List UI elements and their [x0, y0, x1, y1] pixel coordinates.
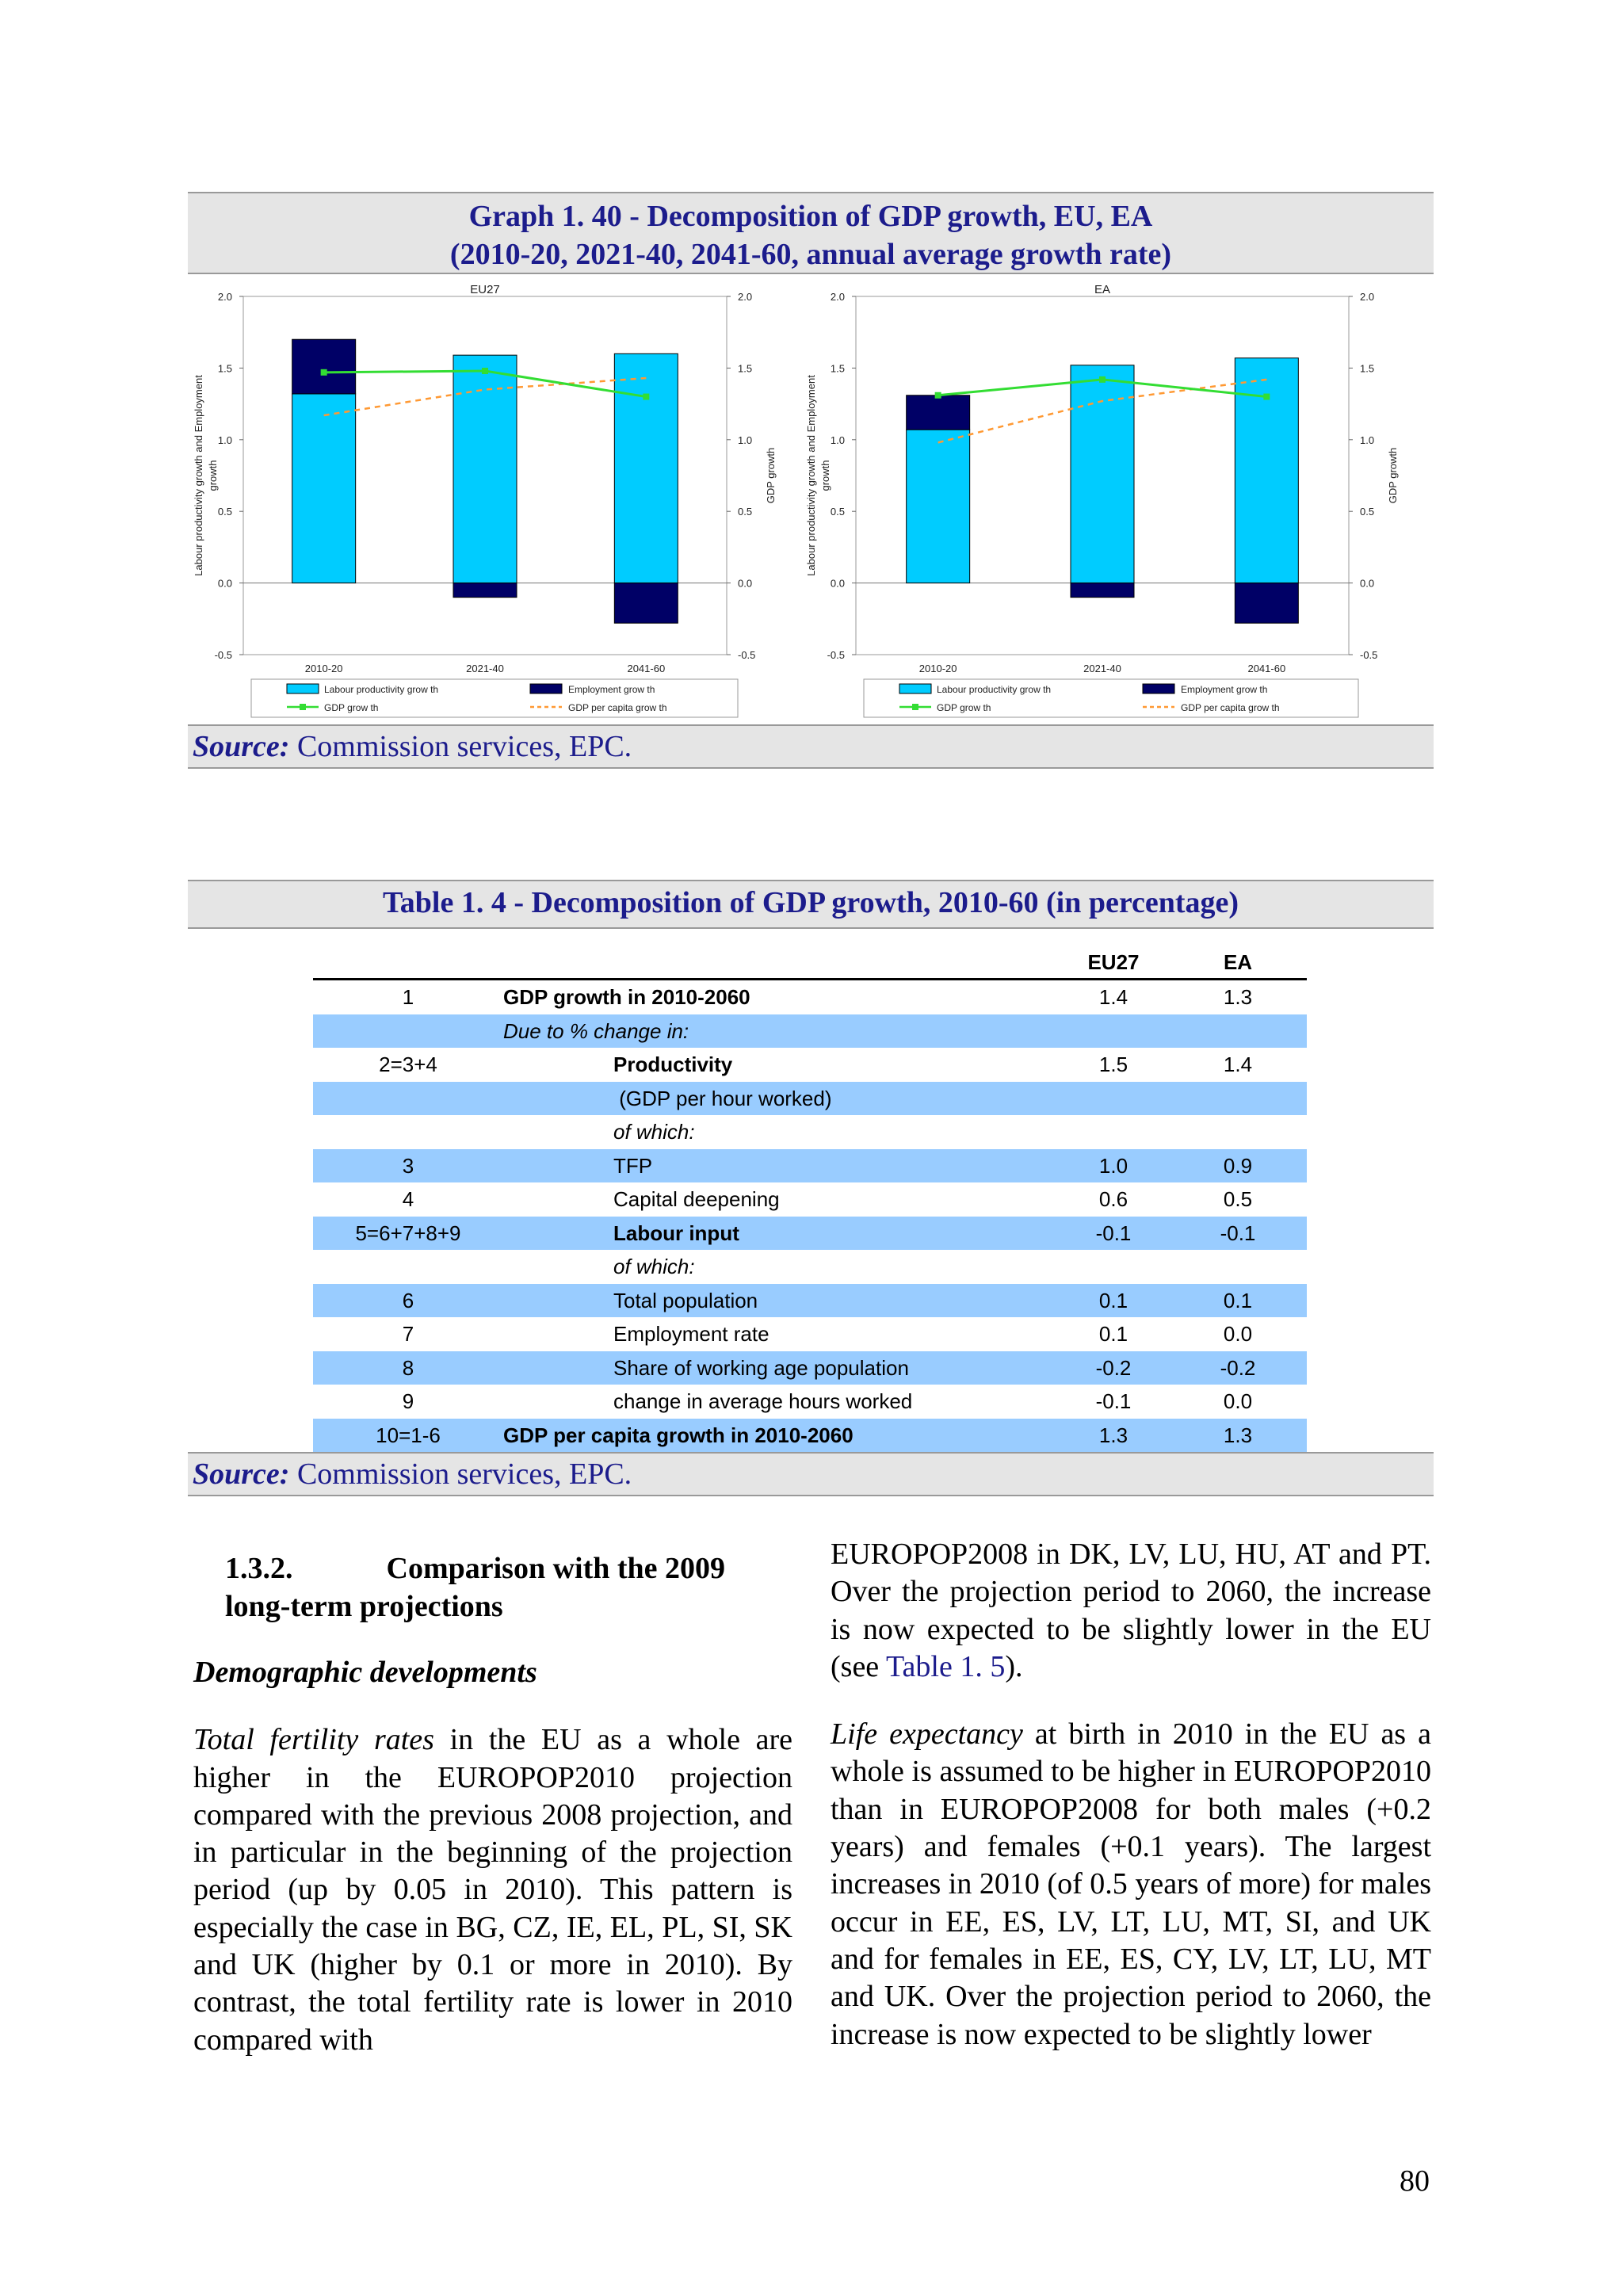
header-ea: EA — [1223, 950, 1253, 974]
section-title-line1: Comparison with the 2009 — [386, 1552, 726, 1585]
row-eu27: 0.1 — [1098, 1322, 1128, 1346]
row-ea: 0.0 — [1223, 1389, 1253, 1413]
bar-employment — [453, 583, 517, 598]
table-figure — [188, 880, 1434, 1499]
row-eu27: 1.0 — [1098, 1153, 1128, 1178]
right-paragraph-1 — [831, 1536, 1431, 1686]
row-num: 5=6+7+8+9 — [355, 1221, 461, 1245]
row-num: 2=3+4 — [379, 1052, 437, 1076]
graph-figure — [188, 192, 1434, 769]
row-num: 10=1-6 — [376, 1423, 441, 1447]
point-gdp-growth — [482, 368, 488, 374]
table-row — [313, 1182, 1307, 1217]
table-source — [188, 1452, 1434, 1496]
row-label: GDP per capita growth in 2010-2060 — [503, 1423, 854, 1447]
x-tick-label: 2021-40 — [466, 663, 504, 674]
row-eu27: 0.6 — [1098, 1187, 1128, 1211]
table-reference-link[interactable]: Table 1. 5 — [886, 1649, 1006, 1683]
point-gdp-growth — [935, 392, 941, 399]
y-tick-label: 2.0 — [217, 291, 232, 303]
table-row — [313, 1217, 1307, 1251]
bar-labour-productivity — [1071, 365, 1134, 583]
left-paragraph-text: in the EU as a whole are higher in the EUROPOP2010 projection compared with the previous 2008 projection, and in particular in the beginning of the projection period (up by 0.05 in 2010). This pattern is especially the case in BG, CZ, IE, EL, PL, SI, SK and UK (higher by 0.1 or more in 2010). By contrast, the total fertility rate is lower in 2010 compared with — [193, 1723, 792, 2057]
legend-label-gdp-per-capita: GDP per capita grow th — [568, 702, 667, 713]
bar-employment — [907, 395, 970, 430]
row-label: GDP growth in 2010-2060 — [503, 985, 750, 1009]
legend-label-employment: Employment grow th — [1181, 684, 1268, 695]
table-row — [313, 1419, 1307, 1455]
point-gdp-growth — [321, 369, 327, 376]
y-tick-label: 1.5 — [217, 362, 232, 375]
row-label: Due to % change in: — [503, 1018, 689, 1043]
graph-title-line1: Graph 1. 40 - Decomposition of GDP growth, EU, EA — [468, 200, 1153, 233]
subheading: Demographic developments — [193, 1656, 537, 1689]
y-axis-title-line2: growth — [207, 460, 219, 491]
legend-marker-gdp — [912, 704, 918, 710]
table-row — [313, 1284, 1307, 1318]
x-tick-label: 2041-60 — [627, 663, 666, 674]
bar-labour-productivity — [292, 394, 356, 583]
legend-label-gdp: GDP grow th — [937, 702, 991, 713]
y-tick-label-right: 1.5 — [738, 362, 753, 375]
table-source-text: Commission services, EPC. — [289, 1457, 632, 1491]
bar-labour-productivity — [907, 430, 970, 583]
y-tick-label: 1.0 — [830, 434, 845, 446]
row-num: 7 — [402, 1322, 414, 1346]
row-label: Share of working age population — [613, 1355, 909, 1380]
x-tick-label: 2010-20 — [304, 663, 343, 674]
section-title-line2: long-term projections — [225, 1590, 503, 1623]
row-num: 9 — [402, 1389, 414, 1413]
legend-label-labour: Labour productivity grow th — [324, 684, 439, 695]
row-ea: -0.2 — [1220, 1355, 1256, 1380]
y-tick-label: 2.0 — [830, 291, 845, 303]
y-axis-title-line2: growth — [819, 460, 831, 491]
table-source-label: Source: — [193, 1457, 290, 1491]
bar-labour-productivity — [1235, 358, 1298, 583]
y-axis-title-right: GDP growth — [765, 447, 777, 504]
legend-swatch-labour — [287, 684, 319, 693]
y-tick-label-right: 2.0 — [1360, 291, 1375, 303]
row-ea: 0.1 — [1223, 1288, 1253, 1312]
point-gdp-growth — [1263, 394, 1270, 400]
y-tick-label-right: 2.0 — [738, 291, 753, 303]
row-label: Total population — [613, 1288, 758, 1312]
legend-marker-gdp — [300, 704, 306, 710]
y-tick-label: 0.0 — [830, 577, 845, 590]
y-tick-label-right: 0.5 — [738, 506, 753, 518]
table-row — [313, 1351, 1307, 1385]
x-tick-label: 2010-20 — [918, 663, 957, 674]
fertility-term: Total fertility rates — [193, 1723, 434, 1757]
y-tick-label-right: -0.5 — [1360, 649, 1378, 661]
table-row — [313, 1082, 1307, 1116]
row-eu27: 1.4 — [1098, 985, 1128, 1009]
y-axis-title-line1: Labour productivity growth and Employment — [193, 375, 204, 576]
y-axis-title-line1: Labour productivity growth and Employment — [805, 375, 817, 576]
row-num: 6 — [402, 1288, 414, 1312]
table-row — [313, 1014, 1307, 1049]
table-row — [313, 1385, 1307, 1419]
chart-title: EA — [1094, 283, 1111, 296]
chart-title: EU27 — [470, 283, 500, 296]
header-eu27: EU27 — [1087, 950, 1140, 974]
section-heading — [193, 1549, 792, 1626]
row-eu27: -0.2 — [1095, 1355, 1132, 1380]
graph-source-text: Commission services, EPC. — [289, 730, 632, 763]
y-axis-title-right: GDP growth — [1387, 447, 1399, 504]
row-label: TFP — [613, 1153, 653, 1178]
y-tick-label-right: 1.0 — [738, 434, 753, 446]
legend-label-labour: Labour productivity grow th — [937, 684, 1052, 695]
point-gdp-growth — [1099, 376, 1106, 383]
y-tick-label-right: 0.5 — [1360, 506, 1375, 518]
graph-source — [188, 724, 1434, 769]
y-tick-label-right: 0.0 — [1360, 577, 1375, 590]
y-tick-label: 1.5 — [830, 362, 845, 375]
row-eu27: 1.3 — [1098, 1423, 1128, 1447]
bar-labour-productivity — [614, 353, 678, 583]
legend-swatch-employment — [1143, 684, 1174, 693]
y-tick-label-right: 0.0 — [738, 577, 753, 590]
row-ea: 1.3 — [1223, 985, 1253, 1009]
table-row — [313, 1149, 1307, 1183]
legend-swatch-labour — [899, 684, 931, 693]
right-paragraph-1-end: ). — [1005, 1649, 1023, 1683]
row-label: Employment rate — [613, 1322, 769, 1346]
eu27-chart — [188, 279, 811, 723]
left-column — [193, 1549, 792, 2089]
row-eu27: -0.1 — [1095, 1221, 1132, 1245]
row-eu27: -0.1 — [1095, 1389, 1132, 1413]
x-tick-label: 2041-60 — [1247, 663, 1286, 674]
row-label: change in average hours worked — [613, 1389, 913, 1413]
table-row — [313, 1048, 1307, 1082]
right-paragraph-1-text: EUROPOP2008 in DK, LV, LU, HU, AT and PT. Over the projection period to 2060, the increase is now expected to be slightly lower in the EU (see — [831, 1538, 1431, 1683]
right-paragraph-2-text: at birth in 2010 in the EU as a whole is assumed to be higher in EUROPOP2010 than in EUROPOP2008 for both males (+0.2 years) and females (+0.1 years). The largest increases in 2010 (of 0.5 years of more) for males occur in EE, ES, LV, LT, LU, MT, SI, and UK and for females in EE, ES, CY, LV, LT, LU, MT and UK. Over the projection period to 2060, the increase is now expected to be slightly lower — [831, 1717, 1431, 2051]
x-tick-label: 2021-40 — [1083, 663, 1121, 674]
section-number: 1.3.2. — [225, 1552, 293, 1585]
left-paragraph — [193, 1721, 792, 2059]
right-paragraph-2 — [831, 1716, 1431, 2053]
bar-employment — [292, 339, 356, 394]
row-num: 4 — [402, 1187, 414, 1211]
decomposition-table — [313, 946, 1307, 1454]
row-label: Productivity — [613, 1052, 733, 1076]
graph-title-line2: (2010-20, 2021-40, 2041-60, annual average growth rate) — [449, 238, 1172, 271]
row-ea: 1.3 — [1223, 1423, 1253, 1447]
y-tick-label: 0.5 — [217, 506, 232, 518]
row-ea: 1.4 — [1223, 1052, 1253, 1076]
legend-swatch-employment — [530, 684, 562, 693]
y-tick-label: -0.5 — [214, 649, 232, 661]
row-label: of which: — [613, 1120, 695, 1144]
row-num: 8 — [402, 1355, 414, 1380]
right-column — [831, 1536, 1431, 2084]
bar-employment — [1235, 583, 1298, 624]
bar-employment — [1071, 583, 1134, 598]
y-tick-label-right: 1.0 — [1360, 434, 1375, 446]
y-tick-label: 1.0 — [217, 434, 232, 446]
table-row — [313, 1250, 1307, 1284]
table-row — [313, 980, 1307, 1014]
y-tick-label-right: -0.5 — [738, 649, 756, 661]
row-num: 3 — [402, 1153, 414, 1178]
table-header — [313, 946, 1307, 980]
row-eu27: 0.1 — [1098, 1288, 1128, 1312]
row-label: of which: — [613, 1255, 695, 1278]
row-label: (GDP per hour worked) — [613, 1086, 832, 1110]
y-tick-label: 0.0 — [217, 577, 232, 590]
graph-source-label: Source: — [193, 730, 290, 763]
legend-label-employment: Employment grow th — [568, 684, 655, 695]
legend-label-gdp: GDP grow th — [324, 702, 379, 713]
page-number: 80 — [1400, 2164, 1430, 2198]
table-row — [313, 1115, 1307, 1149]
graph-title — [188, 192, 1434, 274]
point-gdp-growth — [643, 394, 649, 400]
bar-employment — [614, 583, 678, 624]
legend-label-gdp-per-capita: GDP per capita grow th — [1181, 702, 1280, 713]
y-tick-label: 0.5 — [830, 506, 845, 518]
row-label: Labour input — [613, 1221, 739, 1245]
y-tick-label-right: 1.5 — [1360, 362, 1375, 375]
row-ea: 0.9 — [1223, 1153, 1253, 1178]
row-ea: 0.5 — [1223, 1187, 1253, 1211]
table-title: Table 1. 4 - Decomposition of GDP growth, 2010-60 (in percentage) — [188, 880, 1434, 929]
life-expectancy-term: Life expectancy — [831, 1717, 1023, 1752]
row-num: 1 — [402, 985, 414, 1009]
y-tick-label: -0.5 — [827, 649, 845, 661]
row-label: Capital deepening — [613, 1187, 780, 1211]
row-eu27: 1.5 — [1098, 1052, 1128, 1076]
table-row — [313, 1317, 1307, 1351]
ea-chart — [800, 279, 1434, 723]
row-ea: 0.0 — [1223, 1322, 1253, 1346]
bar-labour-productivity — [453, 355, 517, 583]
row-ea: -0.1 — [1220, 1221, 1256, 1245]
